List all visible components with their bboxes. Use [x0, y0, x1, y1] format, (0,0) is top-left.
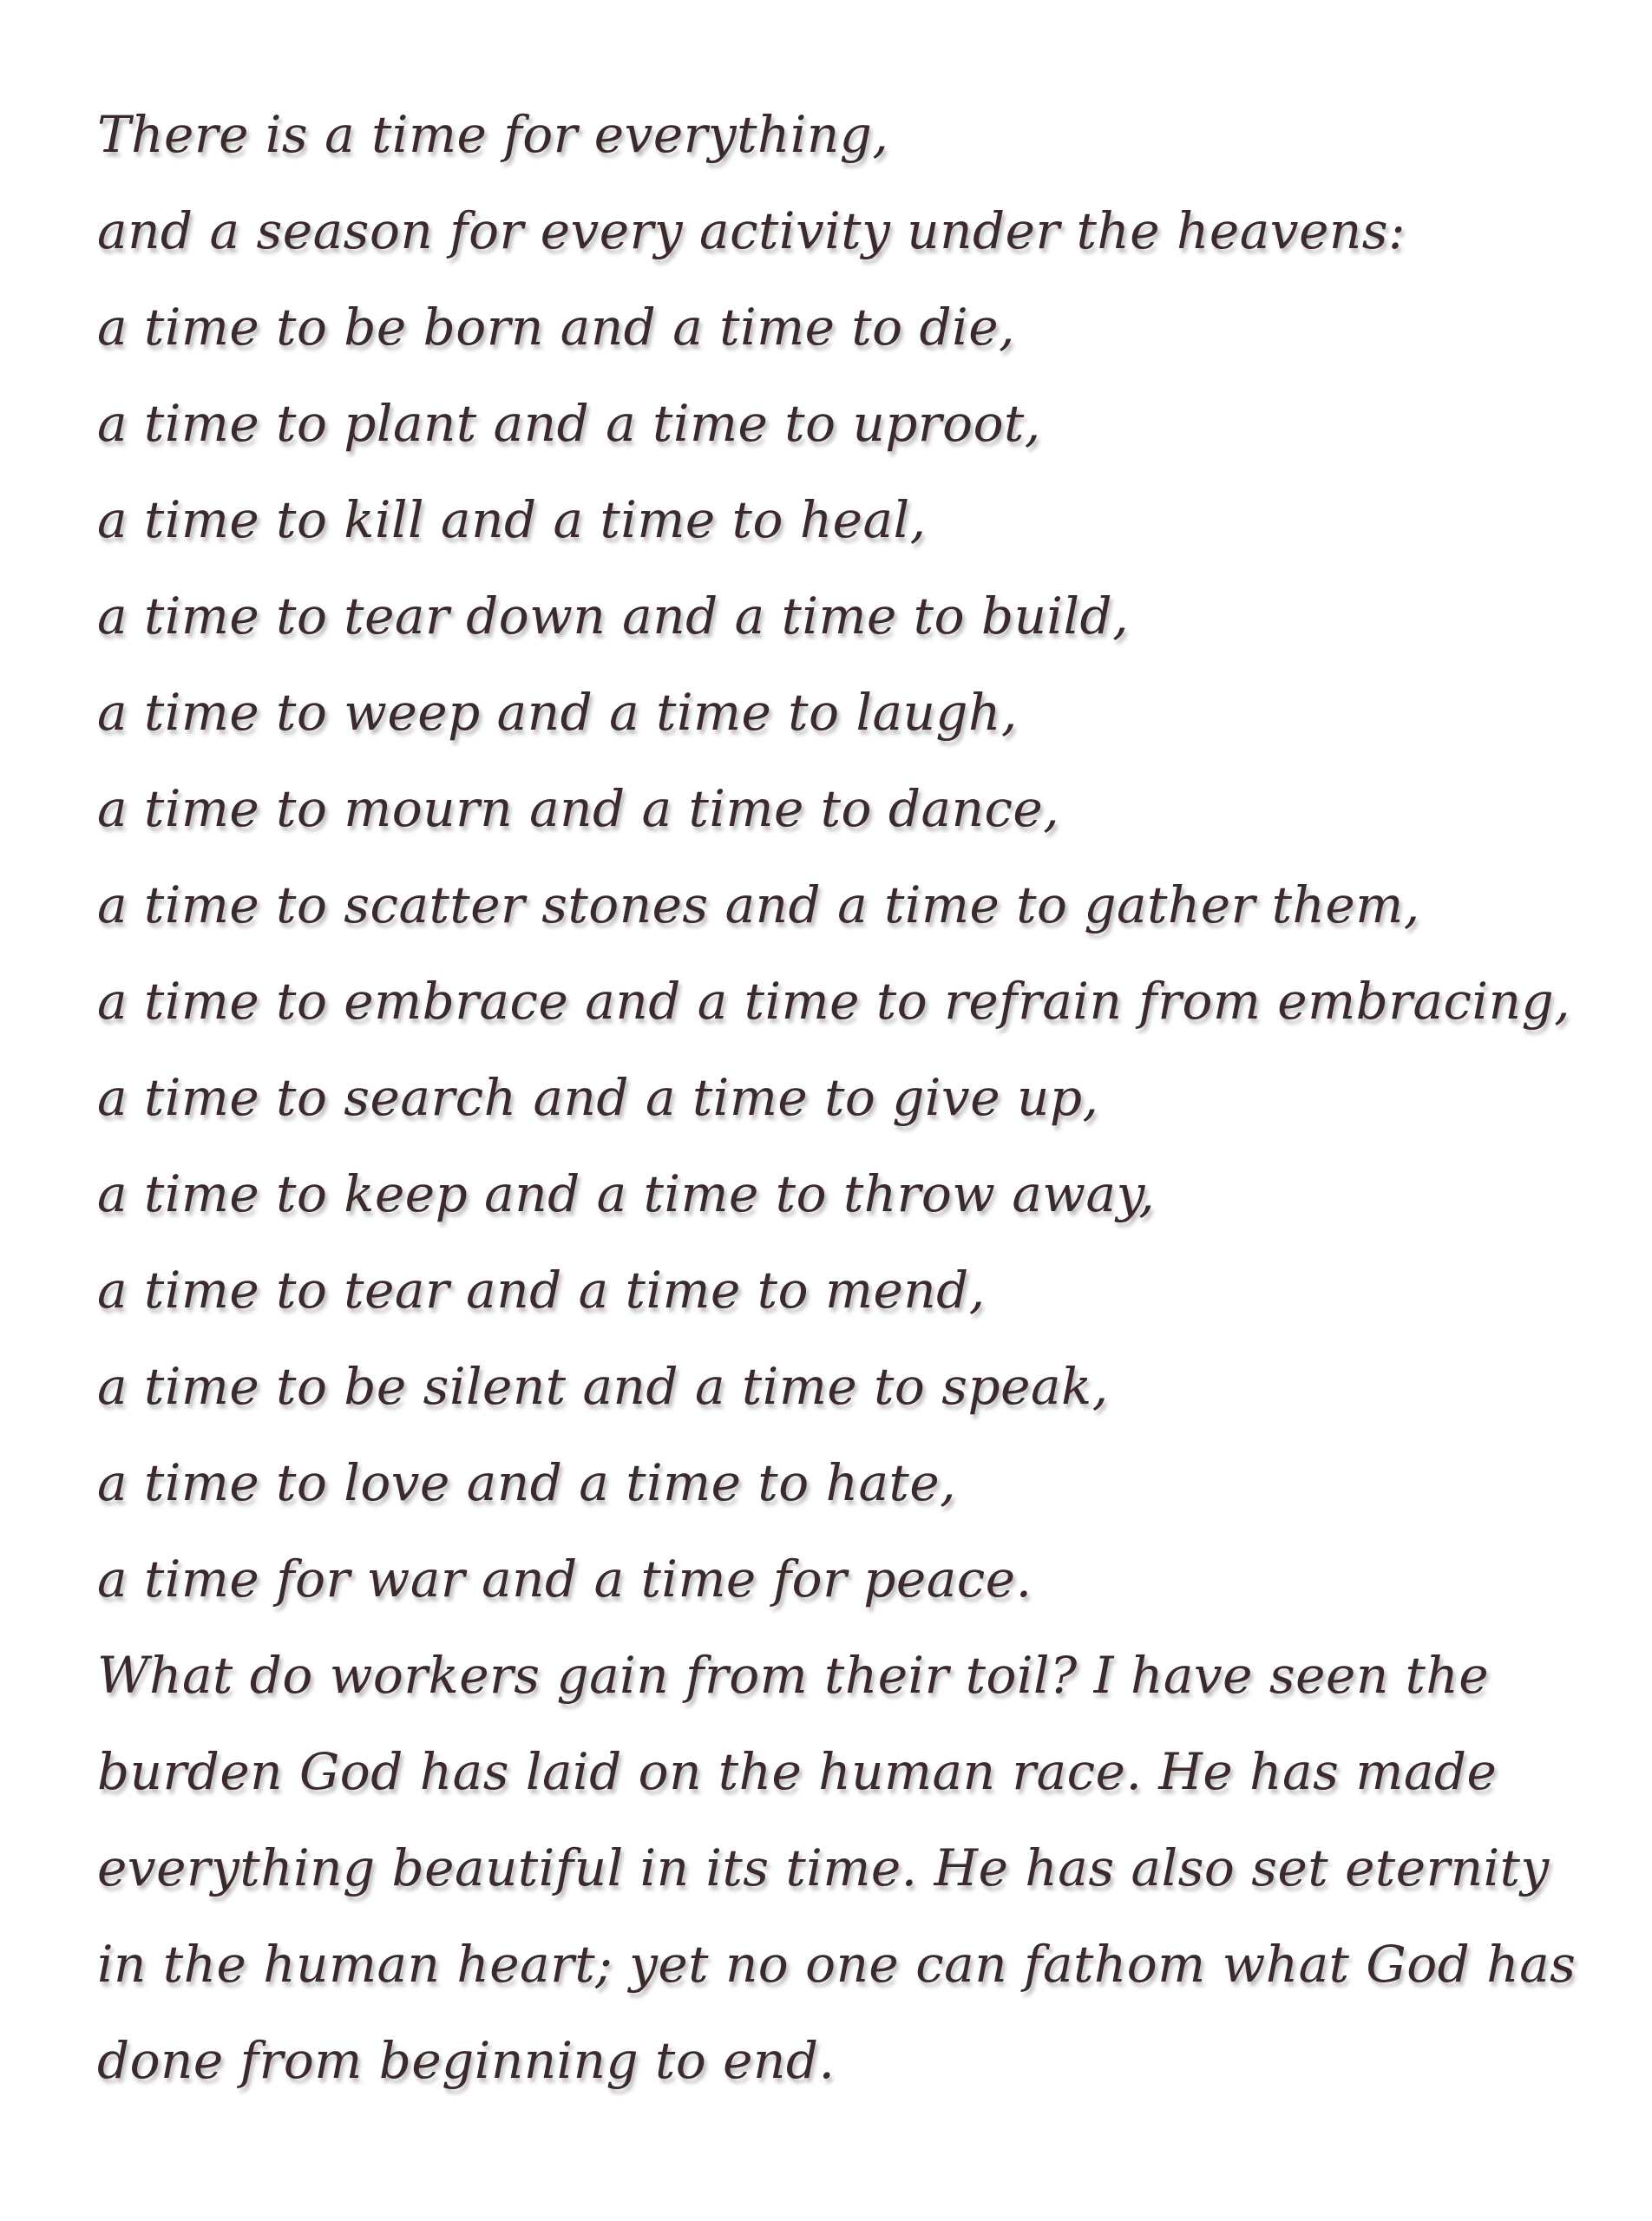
poem-line: a time to tear and a time to mend,	[97, 1261, 986, 1320]
poem-line: a time to keep and a time to throw away,	[97, 1164, 1156, 1223]
poem-line: a time to love and a time to hate,	[97, 1453, 957, 1512]
poem-line: a time to search and a time to give up,	[97, 1068, 1099, 1127]
prose-line: in the human heart; yet no one can fathom what God has	[97, 1935, 1577, 1994]
poem-line: a time to tear down and a time to build,	[97, 586, 1130, 645]
poem-text	[97, 87, 1590, 2109]
poem-line: a time to plant and a time to uproot,	[97, 394, 1041, 453]
poem-line: a time to weep and a time to laugh,	[97, 683, 1018, 742]
prose-line: everything beautiful in its time. He has also set eternity	[97, 1838, 1550, 1897]
prose-line: burden God has laid on the human race. He has made	[97, 1742, 1498, 1801]
prose-line: What do workers gain from their toil? I have seen the	[97, 1646, 1490, 1705]
poem-line: a time to be silent and a time to speak,	[97, 1357, 1109, 1416]
poem-line: a time to be born and a time to die,	[97, 298, 1015, 357]
poem-line: a time to embrace and a time to refrain from embracing,	[97, 972, 1571, 1031]
poem-line: a time to mourn and a time to dance,	[97, 779, 1060, 838]
prose-line: done from beginning to end.	[97, 2031, 836, 2090]
poem-line: a time to scatter stones and a time to gather them,	[97, 875, 1420, 934]
poem-line: and a season for every activity under the heavens:	[97, 201, 1406, 260]
poem-line: a time to kill and a time to heal,	[97, 490, 927, 549]
poem-line: a time for war and a time for peace.	[97, 1549, 1032, 1608]
poem-line: There is a time for everything,	[97, 105, 889, 164]
